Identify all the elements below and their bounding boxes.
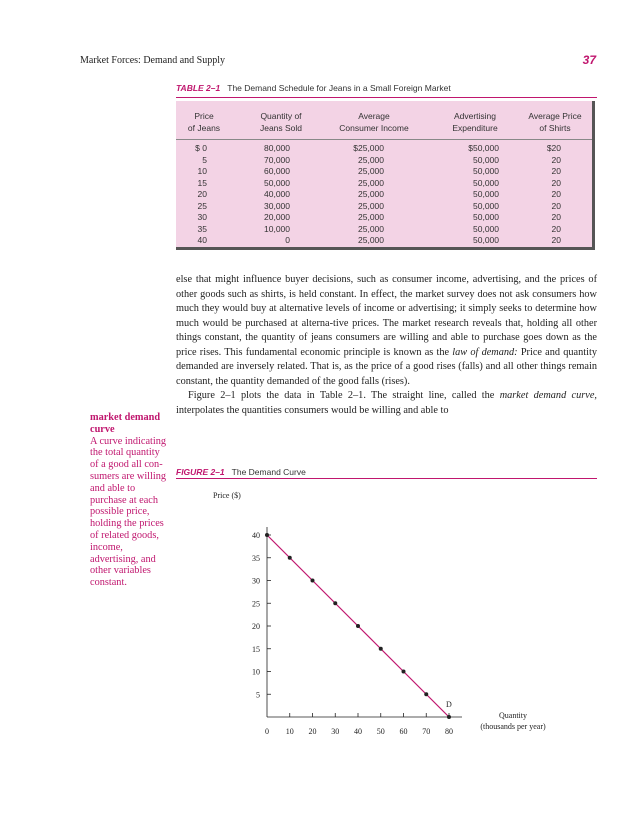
glossary-term: market demand curve xyxy=(90,412,161,435)
cell-income: 25,000 xyxy=(358,235,384,245)
curve-label-d: D xyxy=(446,700,452,709)
y-axis-label: Price ($) xyxy=(213,491,241,500)
cell-price: $ 0 xyxy=(195,143,207,153)
y-tick-label: 5 xyxy=(256,690,260,700)
x-tick-label: 70 xyxy=(422,727,431,736)
cell-income: 25,000 xyxy=(358,189,384,199)
paragraph-text: interpolates the quantities consumers would be willing and able to xyxy=(176,404,449,416)
paragraph-text: else that might influence buyer decisions, such as consumer income, advertising, and the prices of other goods such as shirts, is held constant. In effect, the market survey does not ask consumers how much they would buy at alternative levels of income or advertising; it simply seeks to determine how much would be purchased at alterna-tive prices. The market research reveals that, holding all other things constant, the quantity of jeans consumers are willing and able to purchase goes down as the price rises. This fundamental economic principle is known as the xyxy=(176,274,597,358)
data-point xyxy=(311,579,315,583)
y-tick-label: 25 xyxy=(252,599,260,609)
cell-shirt-price: $20 xyxy=(546,143,561,153)
cell-income: 25,000 xyxy=(358,154,384,165)
law-of-demand-term: law of demand: xyxy=(452,346,518,358)
cell-shirt-price: 20 xyxy=(551,166,561,176)
cell-quantity: 0 xyxy=(285,235,290,245)
header-line: of Shirts xyxy=(539,123,571,133)
header-line: Expenditure xyxy=(452,123,498,133)
market-demand-curve-term: market demand curve, xyxy=(499,390,597,401)
x-tick-label: 20 xyxy=(308,727,317,736)
cell-price: 35 xyxy=(197,223,207,234)
cell-advertising: 50,000 xyxy=(473,177,499,188)
cell-price: 5 xyxy=(202,154,207,165)
cell-quantity: 20,000 xyxy=(264,212,290,222)
cell-quantity: 40,000 xyxy=(264,189,290,199)
figure-caption-text: The Demand Curve xyxy=(231,467,306,477)
cell-advertising: 50,000 xyxy=(473,189,499,199)
cell-advertising: 50,000 xyxy=(473,200,499,211)
data-point xyxy=(333,601,337,605)
data-point xyxy=(265,533,269,537)
header-line: Jeans Sold xyxy=(259,123,303,133)
x-tick-label: 10 xyxy=(285,727,294,736)
paragraph-text: Figure 2–1 plots the data in Table 2–1. The straight line, called the xyxy=(188,390,500,401)
header-line: Consumer Income xyxy=(339,123,409,133)
cell-income: $25,000 xyxy=(353,143,384,153)
data-point xyxy=(424,692,428,696)
x-tick-label: 40 xyxy=(354,727,362,736)
cell-shirt-price: 20 xyxy=(551,177,561,188)
cell-shirt-price: 20 xyxy=(551,223,561,234)
paragraph-text: Price and quantity demanded are inversely related. That is, as the price of a good rises (falls) and all other things remain constant, the quantity demanded of the good falls (rises). xyxy=(176,346,597,387)
cell-shirt-price: 20 xyxy=(551,189,561,199)
x-tick-label: 30 xyxy=(331,727,340,736)
page-number: 37 xyxy=(582,53,596,67)
cell-quantity: 70,000 xyxy=(264,154,290,165)
y-tick-label: 20 xyxy=(252,622,260,631)
cell-advertising: 50,000 xyxy=(473,212,499,222)
header-line: Advertising xyxy=(453,111,497,121)
cell-income: 25,000 xyxy=(358,177,384,188)
x-tick-label: 60 xyxy=(399,727,408,736)
running-title: Market Forces: Demand and Supply xyxy=(80,55,225,66)
cell-income: 25,000 xyxy=(358,166,384,176)
cell-advertising: 50,000 xyxy=(473,154,499,165)
x-tick-label: 50 xyxy=(376,727,385,736)
data-point xyxy=(356,624,360,628)
cell-price: 15 xyxy=(197,177,207,188)
x-tick-label: 0 xyxy=(265,727,269,736)
y-tick-label: 30 xyxy=(252,576,260,586)
y-tick-label: 35 xyxy=(252,553,260,563)
cell-quantity: 30,000 xyxy=(264,200,290,211)
y-tick-label: 40 xyxy=(252,531,260,540)
cell-advertising: 50,000 xyxy=(473,166,499,176)
cell-income: 25,000 xyxy=(358,223,384,234)
header-line: Average xyxy=(358,111,390,121)
data-point xyxy=(288,556,292,560)
y-tick-label: 15 xyxy=(252,644,260,654)
cell-quantity: 80,000 xyxy=(264,143,290,153)
cell-shirt-price: 20 xyxy=(551,154,561,165)
cell-quantity: 10,000 xyxy=(264,223,290,234)
data-point xyxy=(447,715,451,719)
glossary-definition: A curve indicating the total quantity of a good all con-sumers are willing and able to purchase at each possible price, holding the prices of related goods, income, advertising, and other variables constant. xyxy=(90,435,167,589)
cell-income: 25,000 xyxy=(358,200,384,211)
header-line: Quantity of xyxy=(260,111,302,121)
table-caption-text: The Demand Schedule for Jeans in a Small Foreign Market xyxy=(227,83,451,93)
table-label: TABLE 2–1 xyxy=(176,83,221,93)
cell-price: 40 xyxy=(197,235,207,245)
data-point xyxy=(402,670,406,674)
header-line: Price xyxy=(194,111,214,121)
cell-advertising: $50,000 xyxy=(468,143,499,153)
cell-shirt-price: 20 xyxy=(551,235,561,245)
figure-label: FIGURE 2–1 xyxy=(176,467,225,477)
header-line: Average Price xyxy=(528,111,582,121)
x-axis-label-line2: (thousands per year) xyxy=(480,722,546,731)
cell-price: 20 xyxy=(197,189,207,199)
header-line: of Jeans xyxy=(187,123,221,133)
cell-price: 25 xyxy=(197,200,207,211)
cell-shirt-price: 20 xyxy=(551,200,561,211)
cell-shirt-price: 20 xyxy=(551,212,561,222)
y-tick-label: 10 xyxy=(252,667,260,677)
cell-price: 30 xyxy=(197,212,207,222)
x-axis-label-line1: Quantity xyxy=(499,711,527,720)
cell-advertising: 50,000 xyxy=(473,235,499,245)
x-tick-label: 80 xyxy=(445,727,453,736)
cell-quantity: 50,000 xyxy=(264,177,290,188)
cell-income: 25,000 xyxy=(358,212,384,222)
cell-advertising: 50,000 xyxy=(473,223,499,234)
cell-quantity: 60,000 xyxy=(264,166,290,176)
data-point xyxy=(379,647,383,651)
cell-price: 10 xyxy=(197,166,207,176)
